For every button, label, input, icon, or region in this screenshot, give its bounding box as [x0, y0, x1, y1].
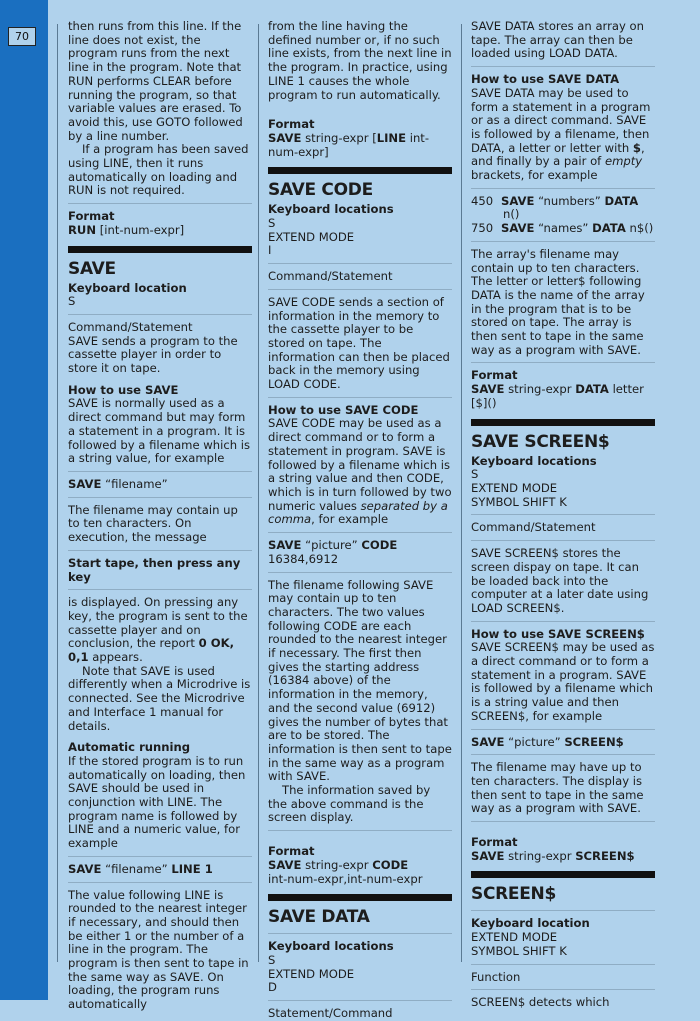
- paragraph: SAVE SCREEN$ may be used as a direct command or to form a statement in a program. SAVE is followed by a filename which is a string value and then SCREEN$, for example: [471, 640, 655, 723]
- keyword: DATA: [592, 221, 626, 236]
- rule: [268, 532, 452, 533]
- code-example: [68, 478, 252, 492]
- text: , for example: [311, 512, 389, 527]
- paragraph: [471, 87, 655, 183]
- syntax: letter: [608, 382, 644, 397]
- text: appears.: [88, 650, 143, 665]
- paragraph: SAVE CODE sends a section of information in the memory to the cassette player to be stored on tape. The information can then be placed back in the memory using LOAD CODE.: [268, 294, 450, 392]
- text: is displayed. On pressing any key, the program is sent to the cassette player and on conclusion, the report: [68, 595, 248, 651]
- section-title-save-screen: SAVE SCREEN$: [471, 431, 610, 452]
- keyword: LINE: [376, 130, 407, 145]
- page-margin-bar: [0, 0, 48, 1000]
- rule: [471, 729, 655, 730]
- syntax: n$(): [625, 221, 654, 236]
- paragraph: The information saved by the above command is the screen display.: [268, 783, 431, 825]
- paragraph: If a program has been saved using LINE, then it runs automatically on loading and RUN is not required.: [68, 142, 249, 198]
- key-location: I: [268, 243, 272, 258]
- code-example: [471, 195, 655, 209]
- subheading: Keyboard locations: [471, 453, 597, 468]
- code-example: [471, 736, 655, 750]
- rule: [471, 621, 655, 622]
- subheading: Format: [268, 844, 315, 859]
- paragraph: The filename may have up to ten characters. The display is then sent to tape in the same way as a program with SAVE.: [471, 760, 644, 816]
- code-example: [68, 863, 252, 877]
- paragraph: The array's filename may contain up to ten characters. The letter or letter$ following DATA is the name of the array in the program that is to be stored on tape. The array is then sent to tape in the same way as a program with SAVE.: [471, 246, 645, 357]
- paragraph: If the stored program is to run automatically on loading, then SAVE should be used in conjunction with LINE. The program name is followed by LINE and a numeric value, for example: [68, 753, 246, 851]
- paragraph: Note that SAVE is used differently when a Microdrive is connected. See the Microdrive and Interface 1 manual for details.: [68, 663, 251, 733]
- rule: [68, 882, 252, 883]
- paragraph: The filename following SAVE may contain up to ten characters. The two values following CODE are each rounded to the nearest integer if necessary. The first then gives the starting address (16384 above) of the information in the memory, and the second value (6912) gives the number of bytes that are to be stored. The information is then sent to tape in the same way as a program with SAVE.: [268, 577, 452, 784]
- syntax: “picture”: [504, 734, 565, 749]
- keyword: CODE: [372, 857, 409, 872]
- paragraph: SAVE DATA stores an array on tape. The array can then be loaded using LOAD DATA.: [471, 19, 644, 61]
- emphasis: separated by a comma: [268, 498, 448, 527]
- rule: [471, 241, 655, 242]
- subheading: Automatic running: [68, 740, 191, 755]
- rule: [268, 933, 452, 934]
- column-2: [268, 20, 452, 1021]
- text: SAVE DATA may be used to form a statement in a program or as a direct command. SAVE is followed by a filename, then DATA, a letter or letter with: [471, 85, 651, 155]
- key-location: S: [268, 216, 276, 231]
- format-line: [471, 383, 655, 397]
- keyword: RUN: [68, 222, 97, 237]
- paragraph: [268, 417, 452, 527]
- syntax: “filename”: [101, 476, 168, 491]
- text: SAVE CODE may be used as a direct command or to form a statement in program. SAVE is followed by a filename which is a string value and then CODE, which is in turn followed by two numeric values: [268, 416, 452, 513]
- statement-type: Command/Statement: [68, 319, 193, 334]
- rule: [68, 471, 252, 472]
- section-title-save-data: SAVE DATA: [268, 907, 370, 928]
- keyword: SAVE: [471, 734, 505, 749]
- paragraph: SAVE is normally used as a direct command but may form a statement in a program. It is followed by a filename which is a string value, for example: [68, 396, 251, 466]
- rule: [471, 964, 655, 965]
- column-3: [471, 20, 655, 1010]
- subheading: Function: [471, 969, 521, 984]
- keyword: SAVE: [501, 221, 535, 236]
- rule: [68, 589, 252, 590]
- rule: [268, 397, 452, 398]
- keyword: CODE: [361, 538, 398, 553]
- line-number: 750: [471, 221, 494, 236]
- statement-type: Statement/Command: [268, 1006, 393, 1021]
- key-location: EXTEND MODE: [268, 229, 355, 244]
- message-text: Start tape, then press any key: [68, 555, 241, 584]
- keyword: SAVE: [471, 382, 505, 397]
- statement-type: Command/Statement: [471, 520, 596, 535]
- syntax: [int-num-expr]: [96, 222, 185, 237]
- section-title-save: SAVE: [68, 258, 116, 279]
- format-line: int-num-expr,int-num-expr: [268, 871, 423, 886]
- subheading: Format: [68, 209, 115, 224]
- subheading: Keyboard location: [68, 280, 187, 295]
- key-location: SYMBOL SHIFT K: [471, 494, 567, 509]
- keyword: SCREEN$: [564, 734, 624, 749]
- column-1: [68, 20, 252, 1012]
- keyword: LINE 1: [171, 861, 213, 876]
- rule: [471, 514, 655, 515]
- keyword: DATA: [575, 382, 609, 397]
- keyword: SAVE: [68, 476, 102, 491]
- keyword: SAVE: [268, 538, 302, 553]
- paragraph: from the line having the defined number or, if no such line exists, from the next line in the program. In practice, using LINE 1 causes the whole program to run automatically.: [268, 19, 452, 102]
- statement-type: Command/Statement: [268, 269, 393, 284]
- syntax: string-expr: [504, 382, 576, 397]
- section-bar: [268, 894, 452, 901]
- format-line: [268, 859, 452, 873]
- syntax: “filename”: [101, 861, 172, 876]
- subheading: Format: [268, 117, 315, 132]
- key-location: S: [268, 952, 276, 967]
- keyword: SAVE: [471, 848, 505, 863]
- keyword: SAVE: [268, 130, 302, 145]
- rule: [268, 572, 452, 573]
- key-location: EXTEND MODE: [268, 966, 355, 981]
- code-example: [268, 539, 452, 553]
- syntax: string-expr [: [301, 130, 377, 145]
- rule: [68, 856, 252, 857]
- syntax: string-expr: [504, 848, 576, 863]
- column-divider: [57, 24, 58, 962]
- key-location: SYMBOL SHIFT K: [471, 943, 567, 958]
- dollar: $: [632, 140, 641, 155]
- code-example: n(): [503, 207, 520, 222]
- rule: [471, 821, 655, 822]
- subheading: Keyboard locations: [268, 939, 394, 954]
- paragraph: The value following LINE is rounded to the nearest integer if necessary, and should then be either 1 or the number of a line in the program. The program is then sent to tape in the same way as SAVE. On loading, the program runs automatically: [68, 887, 249, 1012]
- rule: [68, 497, 252, 498]
- section-bar: [68, 246, 252, 253]
- text: , and finally by a pair of: [471, 140, 645, 169]
- rule: [471, 540, 655, 541]
- keyword: DATA: [604, 193, 639, 208]
- format-line: [471, 850, 655, 864]
- rule: [471, 362, 655, 363]
- rule: [268, 263, 452, 264]
- paragraph: SCREEN$ detects which: [471, 995, 610, 1010]
- paragraph: The filename may contain up to ten characters. On execution, the message: [68, 502, 238, 545]
- keyword: SAVE: [268, 857, 302, 872]
- rule: [268, 1000, 452, 1001]
- column-divider: [258, 24, 259, 962]
- code-example: 16384,6912: [268, 551, 339, 566]
- subheading: How to use SAVE DATA: [471, 72, 620, 87]
- paragraph: [68, 596, 252, 665]
- subheading: Format: [471, 368, 518, 383]
- syntax: string-expr: [301, 857, 373, 872]
- code-example: [471, 222, 655, 236]
- section-bar: [471, 419, 655, 426]
- rule: [68, 550, 252, 551]
- rule: [268, 289, 452, 290]
- syntax: “picture”: [301, 538, 362, 553]
- section-title-save-code: SAVE CODE: [268, 180, 373, 201]
- paragraph: SAVE sends a program to the cassette player in order to store it on tape.: [68, 333, 238, 376]
- section-title-screens: SCREEN$: [471, 884, 556, 905]
- rule: [471, 66, 655, 67]
- subheading: Format: [471, 835, 518, 850]
- rule: [68, 203, 252, 204]
- format-line: [$](): [471, 395, 497, 410]
- text: brackets, for example: [471, 168, 598, 183]
- key-location: S: [68, 294, 76, 309]
- report-code: 0 OK, 0,1: [68, 636, 234, 665]
- syntax: “names”: [534, 221, 593, 236]
- format-line: [68, 224, 252, 238]
- emphasis: empty: [604, 154, 643, 169]
- page-number: 70: [8, 27, 36, 46]
- section-bar: [471, 871, 655, 878]
- rule: [268, 830, 452, 831]
- key-location: S: [471, 467, 479, 482]
- syntax: “numbers”: [534, 193, 605, 208]
- subheading: How to use SAVE SCREEN$: [471, 626, 645, 641]
- keyword: SCREEN$: [575, 848, 635, 863]
- syntax: int-num-expr]: [268, 130, 430, 159]
- rule: [471, 754, 655, 755]
- subheading: How to use SAVE CODE: [268, 402, 419, 417]
- keyword: SAVE: [68, 861, 102, 876]
- rule: [471, 188, 655, 189]
- subheading: How to use SAVE: [68, 382, 179, 397]
- key-location: D: [268, 980, 277, 995]
- rule: [68, 314, 252, 315]
- column-divider: [461, 24, 462, 962]
- line-number: 450: [471, 193, 494, 208]
- subheading: Keyboard location: [471, 916, 590, 931]
- keyword: SAVE: [501, 193, 535, 208]
- key-location: EXTEND MODE: [471, 930, 558, 945]
- key-location: EXTEND MODE: [471, 480, 558, 495]
- section-bar: [268, 167, 452, 174]
- rule: [471, 989, 655, 990]
- paragraph: SAVE SCREEN$ stores the screen dispay on tape. It can be loaded back into the computer at a later date using LOAD SCREEN$.: [471, 546, 649, 615]
- rule: [471, 910, 655, 911]
- subheading: Keyboard locations: [268, 202, 394, 217]
- paragraph: then runs from this line. If the line does not exist, the program runs from the next line in the program. Note that RUN performs CLEAR before running the program, so that variable values are erased. To avoid this, use GOTO followed by a line number.: [68, 19, 243, 143]
- format-line: [268, 132, 452, 159]
